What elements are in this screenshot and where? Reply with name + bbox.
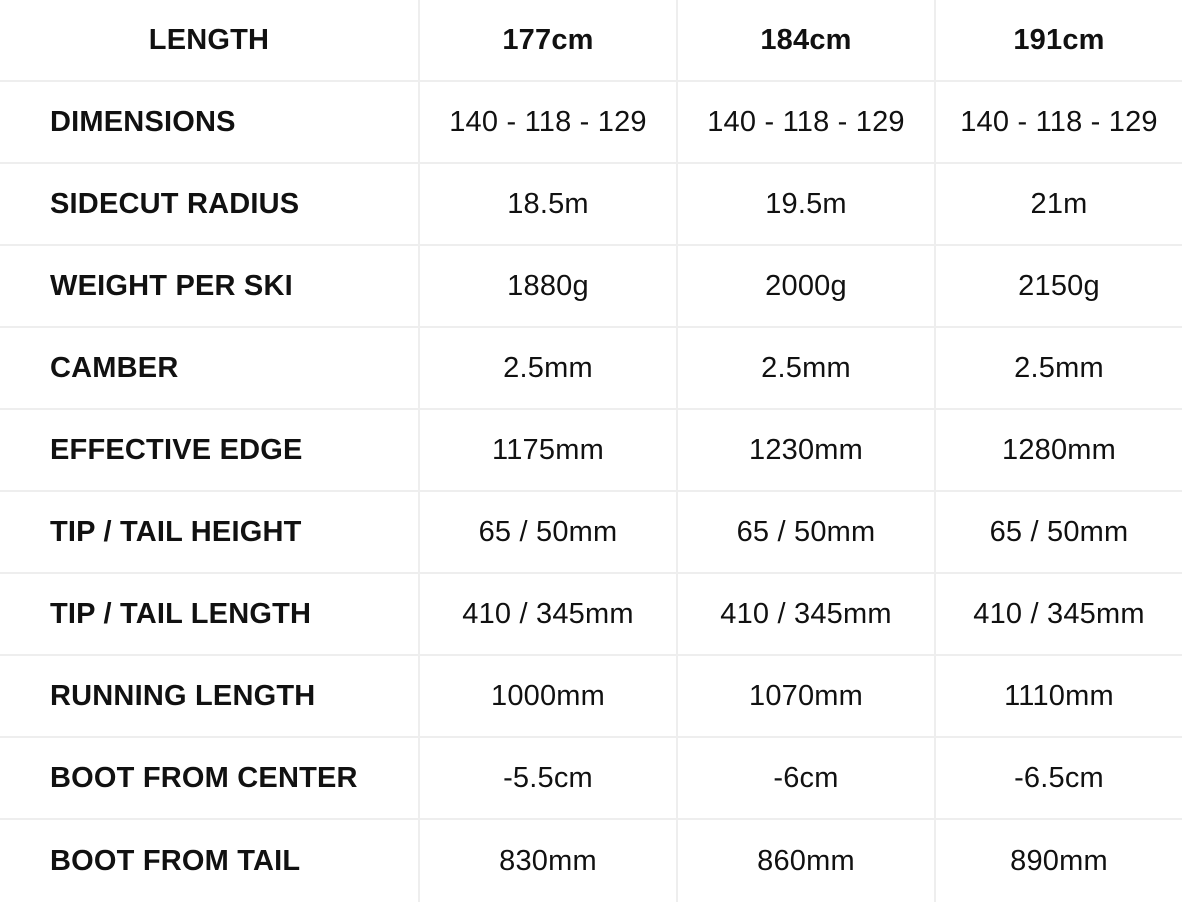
row-label-running-length: RUNNING LENGTH: [0, 656, 420, 738]
row-label-tip-tail-height: TIP / TAIL HEIGHT: [0, 492, 420, 574]
row-label-effective-edge: EFFECTIVE EDGE: [0, 410, 420, 492]
table-cell: 890mm: [1010, 844, 1108, 877]
row-label-boot-from-tail: BOOT FROM TAIL: [0, 820, 420, 902]
table-cell: 1280mm: [936, 410, 1182, 492]
row-label-dimensions: DIMENSIONS: [0, 82, 420, 164]
header-length-label: LENGTH: [0, 0, 420, 82]
table-cell: 860mm: [678, 820, 936, 902]
table-cell: 410 / 345mm: [936, 574, 1182, 656]
table-cell: 18.5m: [420, 164, 678, 246]
table-cell: 19.5m: [678, 164, 936, 246]
table-cell: 2150g: [936, 246, 1182, 328]
table-cell: -5.5cm: [420, 738, 678, 820]
header-size-184: 184cm: [678, 0, 936, 82]
table-cell: 1110mm: [936, 656, 1182, 738]
header-size-177: 177cm: [420, 0, 678, 82]
table-cell: 1000mm: [420, 656, 678, 738]
table-cell: 65 / 50mm: [678, 492, 936, 574]
row-label-tip-tail-length: TIP / TAIL LENGTH: [0, 574, 420, 656]
table-cell: 2.5mm: [678, 328, 936, 410]
table-cell: 2.5mm: [420, 328, 678, 410]
row-label-weight-per-ski: WEIGHT PER SKI: [0, 246, 420, 328]
table-cell: -6cm: [678, 738, 936, 820]
table-cell: 2.5mm: [936, 328, 1182, 410]
row-label-camber: CAMBER: [0, 328, 420, 410]
table-cell: 1070mm: [678, 656, 936, 738]
header-size-191: 191cm: [936, 0, 1182, 82]
row-label-sidecut-radius: SIDECUT RADIUS: [0, 164, 420, 246]
table-cell: 410 / 345mm: [678, 574, 936, 656]
table-cell: 2000g: [678, 246, 936, 328]
table-cell: 1230mm: [678, 410, 936, 492]
table-cell: 830mm: [420, 820, 678, 902]
table-cell: 410 / 345mm: [420, 574, 678, 656]
table-cell: 140 - 118 - 129: [936, 82, 1182, 164]
table-cell: 140 - 118 - 129: [678, 82, 936, 164]
table-cell: 140 - 118 - 129: [420, 82, 678, 164]
table-cell: 1175mm: [420, 410, 678, 492]
table-cell: -6.5cm: [936, 738, 1182, 820]
table-cell: 65 / 50mm: [420, 492, 678, 574]
table-cell: 1880g: [420, 246, 678, 328]
row-label-boot-from-center: BOOT FROM CENTER: [0, 738, 420, 820]
table-cell: 65 / 50mm: [936, 492, 1182, 574]
table-cell: 21m: [936, 164, 1182, 246]
